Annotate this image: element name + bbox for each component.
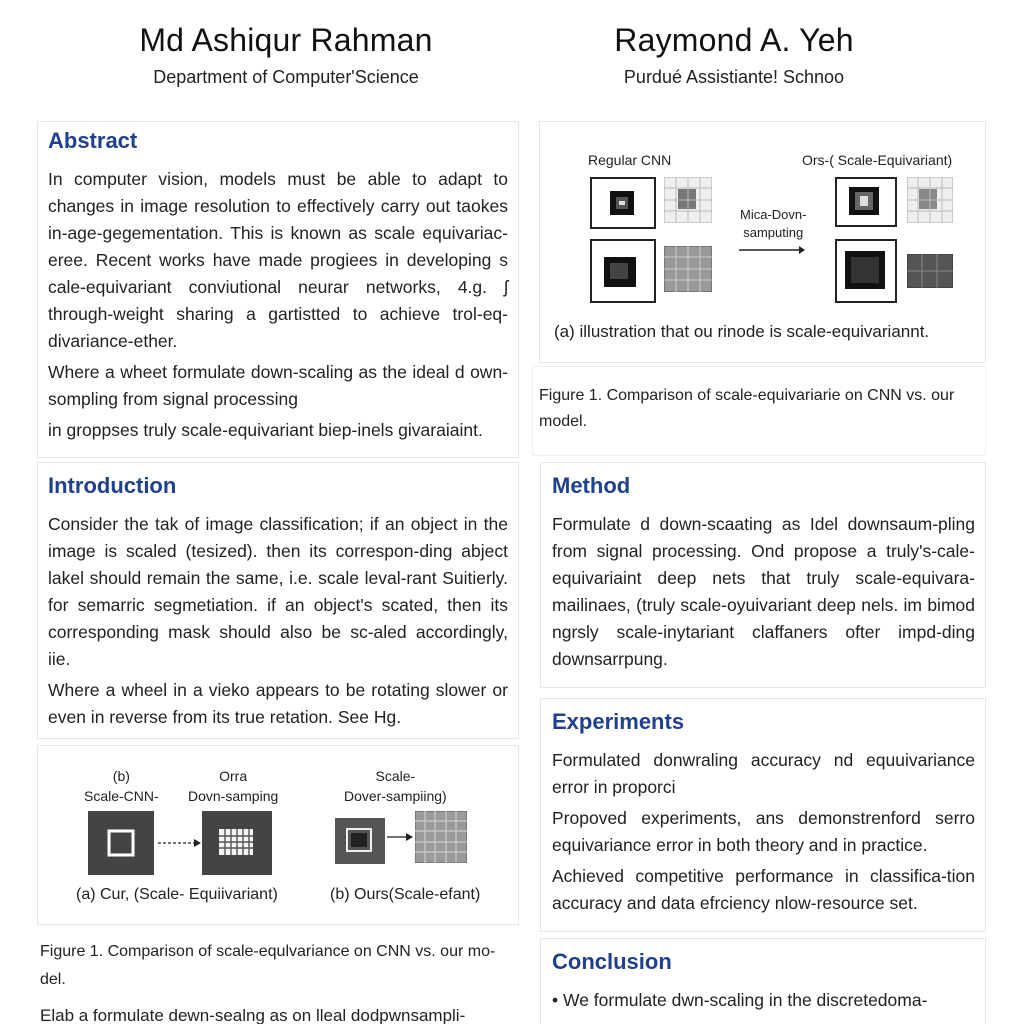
paragraph: Where a wheel in a vieko appears to be rotating slower or even in reverse from its true retation. See Hg.: [48, 680, 508, 727]
section-heading: Abstract: [48, 128, 138, 153]
downsampled-map: [202, 811, 272, 875]
author-block-left: [40, 22, 532, 88]
paragraph: Formulate d down-scaating as Idel downsaum-pling from signal processing. Ond propose a truly's-cale-equivariaint deep nets that truly scale-equivara-mailinaes, (truly scale-oyuivariant deep nels. im bimod nɡrsly scale-inytariant claffaners ofter impd-ding downsarrpung.: [552, 514, 975, 669]
feature-map-large: [590, 239, 656, 303]
abstract-section: [37, 121, 519, 458]
figure-label: Scale- Dover-sampiing): [344, 768, 447, 804]
arrow-icon: [386, 832, 414, 842]
figure-subcaption: (b) Ours(Scale-efant): [330, 886, 481, 903]
experiments-section: [540, 698, 986, 932]
author-affiliation: Department of Computer'Science: [153, 67, 419, 87]
feature-map-large: [835, 239, 897, 303]
conclusion-section: [540, 938, 986, 1024]
paragraph: Achieved competitive performance in classifica-tion accuracy and data efrciency nlow-resource set.: [552, 866, 975, 913]
section-heading: Experiments: [552, 709, 685, 734]
figure-label: Regular CNN: [588, 152, 672, 168]
figure-caption: Figure 1. Comparison of scale-equivariarie on CNN vs. our model.: [539, 387, 955, 430]
author-name: Md Ashiqur Rahman: [139, 22, 433, 58]
arrow-icon: [737, 244, 807, 256]
grid-map: [415, 811, 467, 863]
method-section: [540, 462, 986, 688]
feature-map: [88, 811, 154, 875]
figure-subcaption: (a) illustration that ou rinode is scale-equivariannt.: [554, 322, 930, 341]
arrow-label: Mica-Dovn- samputing: [740, 207, 807, 240]
grid-map: [907, 254, 953, 288]
paragraph: Consider the tak of image classification; if an object in the image is scaled (tesized). then its correspon-ding abject lakel should remain the same, i.e. scale leval-rant Suitierly. for semarric segmetiation. if an object's scated, then its corresponding mask should also be sc-aled accordingly, iie.: [48, 514, 508, 669]
author-name: Raymond A. Yeh: [614, 22, 854, 58]
section-heading: Introduction: [48, 473, 177, 498]
arrow-icon: [156, 838, 202, 848]
author-block-right: [478, 22, 990, 88]
figure-label: Ors-( Scale-Equivariant): [802, 152, 953, 168]
figure-label: Orra Dovn-samping: [188, 768, 279, 804]
grid-map: [664, 177, 712, 223]
feature-map-small: [835, 177, 897, 227]
figure-1: [539, 121, 986, 363]
trailing-paragraph: Elab a formulate dewn-sealng as on lleal dodpwnsampli-: [40, 1006, 466, 1024]
feature-map-small: [590, 177, 656, 229]
grid-map: [907, 177, 953, 223]
figure-1-caption-box: [532, 366, 986, 456]
section-heading: Method: [552, 473, 631, 498]
paragraph: In computer vision, models must be able to adapt to changes in image resolution to effectively carry out taokes in-age-gegementation. This is known as scale equivariac-eree. Recent works have made progiees in developing s cale-equivariant conviutional neurar networks, 4.g. ʃ through-weight sharing a gartistted to achieve trol-eq-divariance-ether.: [48, 169, 508, 351]
figure-subcaption: (a) Cur, (Scale- Equiivariant): [76, 886, 278, 903]
paragraph: Formulated donwraling accuracy nd equuivariance error in proporci: [552, 750, 975, 797]
section-heading: Conclusion: [552, 949, 672, 974]
feature-map: [335, 818, 385, 864]
paragraph: in groppses truly scale-equivariant biep-inels givaraiaint.: [48, 420, 483, 440]
figure-label: (b) Scale-CNN-: [84, 768, 159, 804]
bullet-item: • We formulate dwn-scaling in the discretedoma-: [552, 990, 928, 1010]
grid-map: [664, 246, 712, 292]
introduction-section: [37, 462, 519, 739]
figure-caption: Figure 1. Comparison of scale-equlvariance on CNN vs. our mo-del.: [40, 943, 496, 988]
author-affiliation: Purdué Assistiante! Schnoo: [623, 67, 845, 87]
paragraph: Where a wheet formulate down-scaling as the ideal d own-sompling from signal processing: [48, 362, 508, 409]
paragraph: Propoved experiments, ans demonstrenford serro equivariance error in both theory and in practice.: [552, 808, 975, 855]
figure-2: [37, 745, 519, 925]
